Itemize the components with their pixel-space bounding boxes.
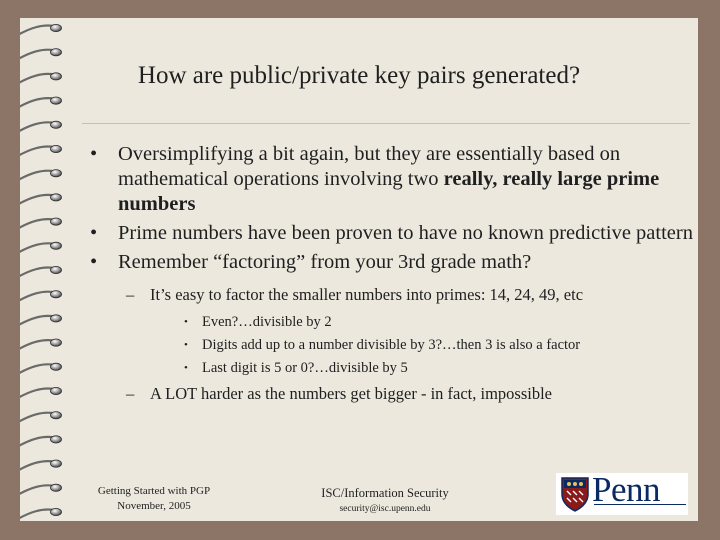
sub-item-text: A LOT harder as the numbers get bigger - in fact, impossible <box>150 384 553 403</box>
binding-ring <box>20 436 62 448</box>
binding-ring <box>20 291 62 303</box>
sub-item <box>84 284 694 306</box>
sub-sub-marker: • <box>184 362 188 374</box>
binding-ring <box>20 315 62 327</box>
penn-logo-underline <box>594 504 686 509</box>
slide-body <box>84 142 694 405</box>
sub-item-text: It’s easy to factor the smaller numbers into primes: 14, 24, 49, etc <box>150 285 584 304</box>
penn-logo <box>556 470 688 515</box>
bullet-marker: • <box>90 222 98 244</box>
bullet-text: Prime numbers have been proven to have no known predictive pattern <box>118 222 693 244</box>
binding-ring <box>20 218 62 230</box>
footer-department-name: ISC/Information Security <box>321 486 449 500</box>
bullet-item <box>84 142 694 217</box>
footer-department <box>280 485 490 517</box>
binding-ring <box>20 460 62 472</box>
binding-ring <box>20 49 62 61</box>
sub-marker: – <box>126 384 135 403</box>
sub-sub-item-text: Digits add up to a number divisible by 3?…then 3 is also a factor <box>202 337 581 353</box>
binding-ring <box>20 339 62 351</box>
sub-sub-item <box>84 311 694 334</box>
slide <box>20 18 698 521</box>
footer-email: security@isc.upenn.edu <box>339 504 431 514</box>
penn-shield-icon <box>560 476 590 512</box>
sub-sub-marker: • <box>184 339 188 351</box>
slide-title: How are public/private key pairs generated? <box>137 62 581 89</box>
binding-ring <box>20 387 62 399</box>
bullet-emphasis: really, really large prime numbers <box>118 168 660 215</box>
bullet-marker: • <box>90 143 98 165</box>
sub-sub-marker: • <box>184 316 188 328</box>
title-divider <box>82 123 690 124</box>
sub-sub-list <box>84 311 694 380</box>
binding-ring <box>20 484 62 496</box>
sub-item <box>84 383 694 405</box>
sub-sub-item <box>84 334 694 357</box>
binding-ring <box>20 363 62 375</box>
bullet-item <box>84 250 694 275</box>
binding-ring <box>20 242 62 254</box>
binding-ring <box>20 508 62 520</box>
footer-date: November, 2005 <box>117 500 191 512</box>
binding-ring <box>20 412 62 424</box>
binding-ring <box>20 145 62 157</box>
bullet-text: Oversimplifying a bit again, but they are essentially based on mathematical operations involving two <box>118 143 621 190</box>
footer-course <box>84 484 224 514</box>
binding-ring <box>20 170 62 182</box>
binding-ring <box>20 24 62 36</box>
sub-sub-item <box>84 357 694 380</box>
sub-sub-item-text: Even?…divisible by 2 <box>202 314 332 330</box>
footer-course-title: Getting Started with PGP <box>97 485 211 497</box>
binding-ring <box>20 194 62 206</box>
binding-ring <box>20 121 62 133</box>
binding-ring <box>20 266 62 278</box>
sub-sub-item-text: Last digit is 5 or 0?…divisible by 5 <box>202 360 408 376</box>
sub-marker: – <box>126 285 135 304</box>
binding-ring <box>20 97 62 109</box>
penn-logo-word: Penn <box>592 470 660 509</box>
bullet-text: Remember “factoring” from your 3rd grade math? <box>118 251 532 273</box>
bullet-item <box>84 221 694 246</box>
bullet-marker: • <box>90 251 98 273</box>
